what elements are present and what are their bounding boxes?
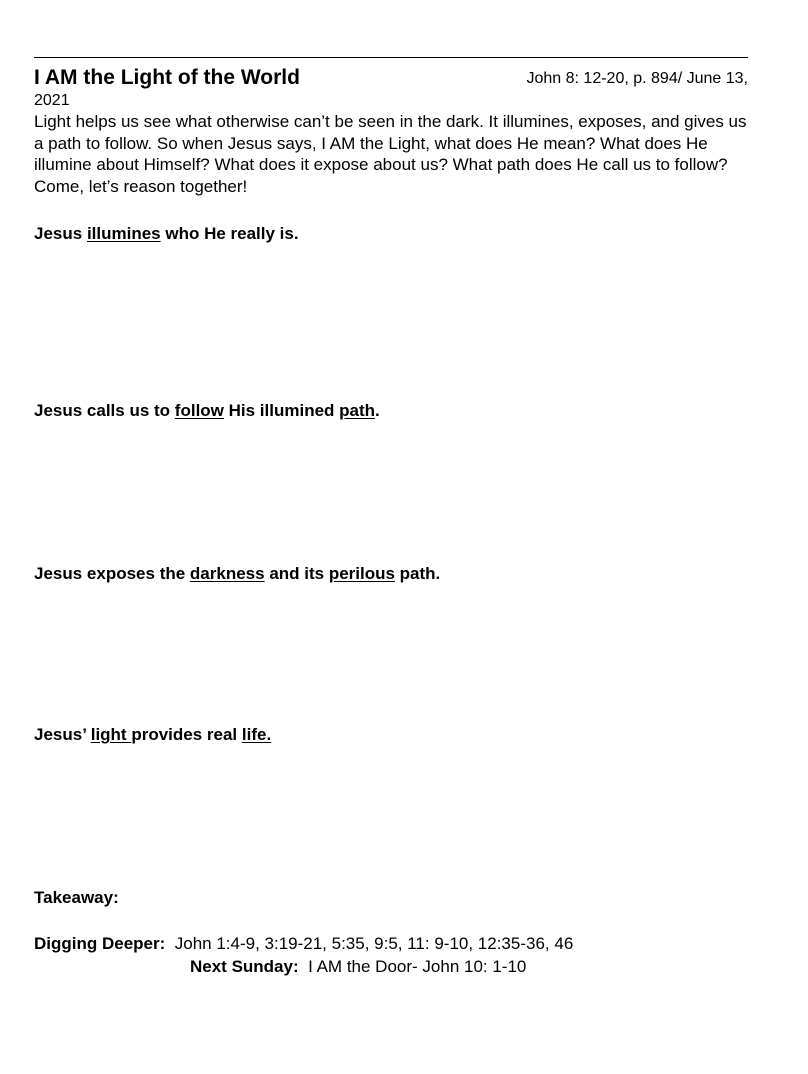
point-4-text-a: Jesus’ (34, 725, 91, 744)
point-4-text-b: provides real (131, 725, 242, 744)
point-2-text-b: His illumined (223, 401, 340, 420)
point-3-keyword-1: darkness (189, 564, 265, 583)
digging-deeper-references: John 1:4-9, 3:19-21, 5:35, 9:5, 11: 9-10, 12:35-36, 46 (165, 934, 574, 953)
point-2-text-a: Jesus calls us to (34, 401, 175, 420)
point-3-text-b: and its (264, 564, 329, 583)
next-sunday-topic: I AM the Door- John 10: 1-10 (298, 957, 527, 976)
point-3-keyword-2: perilous (328, 564, 395, 583)
point-1 (34, 223, 299, 244)
digging-deeper-label: Digging Deeper: (34, 934, 166, 953)
digging-deeper (34, 933, 573, 954)
point-3-text-a: Jesus exposes the (34, 564, 190, 583)
next-sunday-label: Next Sunday: (190, 957, 299, 976)
point-3 (34, 563, 440, 584)
intro-paragraph: Light helps us see what otherwise can’t be seen in the dark. It illumines, exposes, and gives us a path to follow. So when Jesus says, I AM the Light, what does He mean? What does He illumine about Himself? What does it expose about us? What path does He call us to follow? Come, let’s reason together! (34, 112, 747, 196)
point-1-text-b: who He really is. (160, 224, 299, 243)
header (34, 66, 748, 92)
point-2-text-c: . (375, 401, 380, 420)
point-4-keyword-2: life. (241, 725, 272, 744)
point-1-keyword: illumines (86, 224, 161, 243)
point-2-keyword-1: follow (174, 401, 224, 420)
point-4-keyword-1: light (90, 725, 132, 744)
page-title: I AM the Light of the World (34, 66, 300, 89)
point-1-text-a: Jesus (34, 224, 87, 243)
next-sunday (190, 956, 526, 977)
point-2-keyword-2: path (339, 401, 376, 420)
scripture-reference: John 8: 12-20, p. 894/ June 13, (526, 70, 748, 87)
point-4 (34, 724, 271, 745)
takeaway-label: Takeaway: (34, 888, 119, 907)
scripture-reference-year: 2021 (34, 92, 70, 109)
point-3-text-c: path. (394, 564, 441, 583)
point-2 (34, 400, 380, 421)
header-rule (34, 57, 748, 58)
